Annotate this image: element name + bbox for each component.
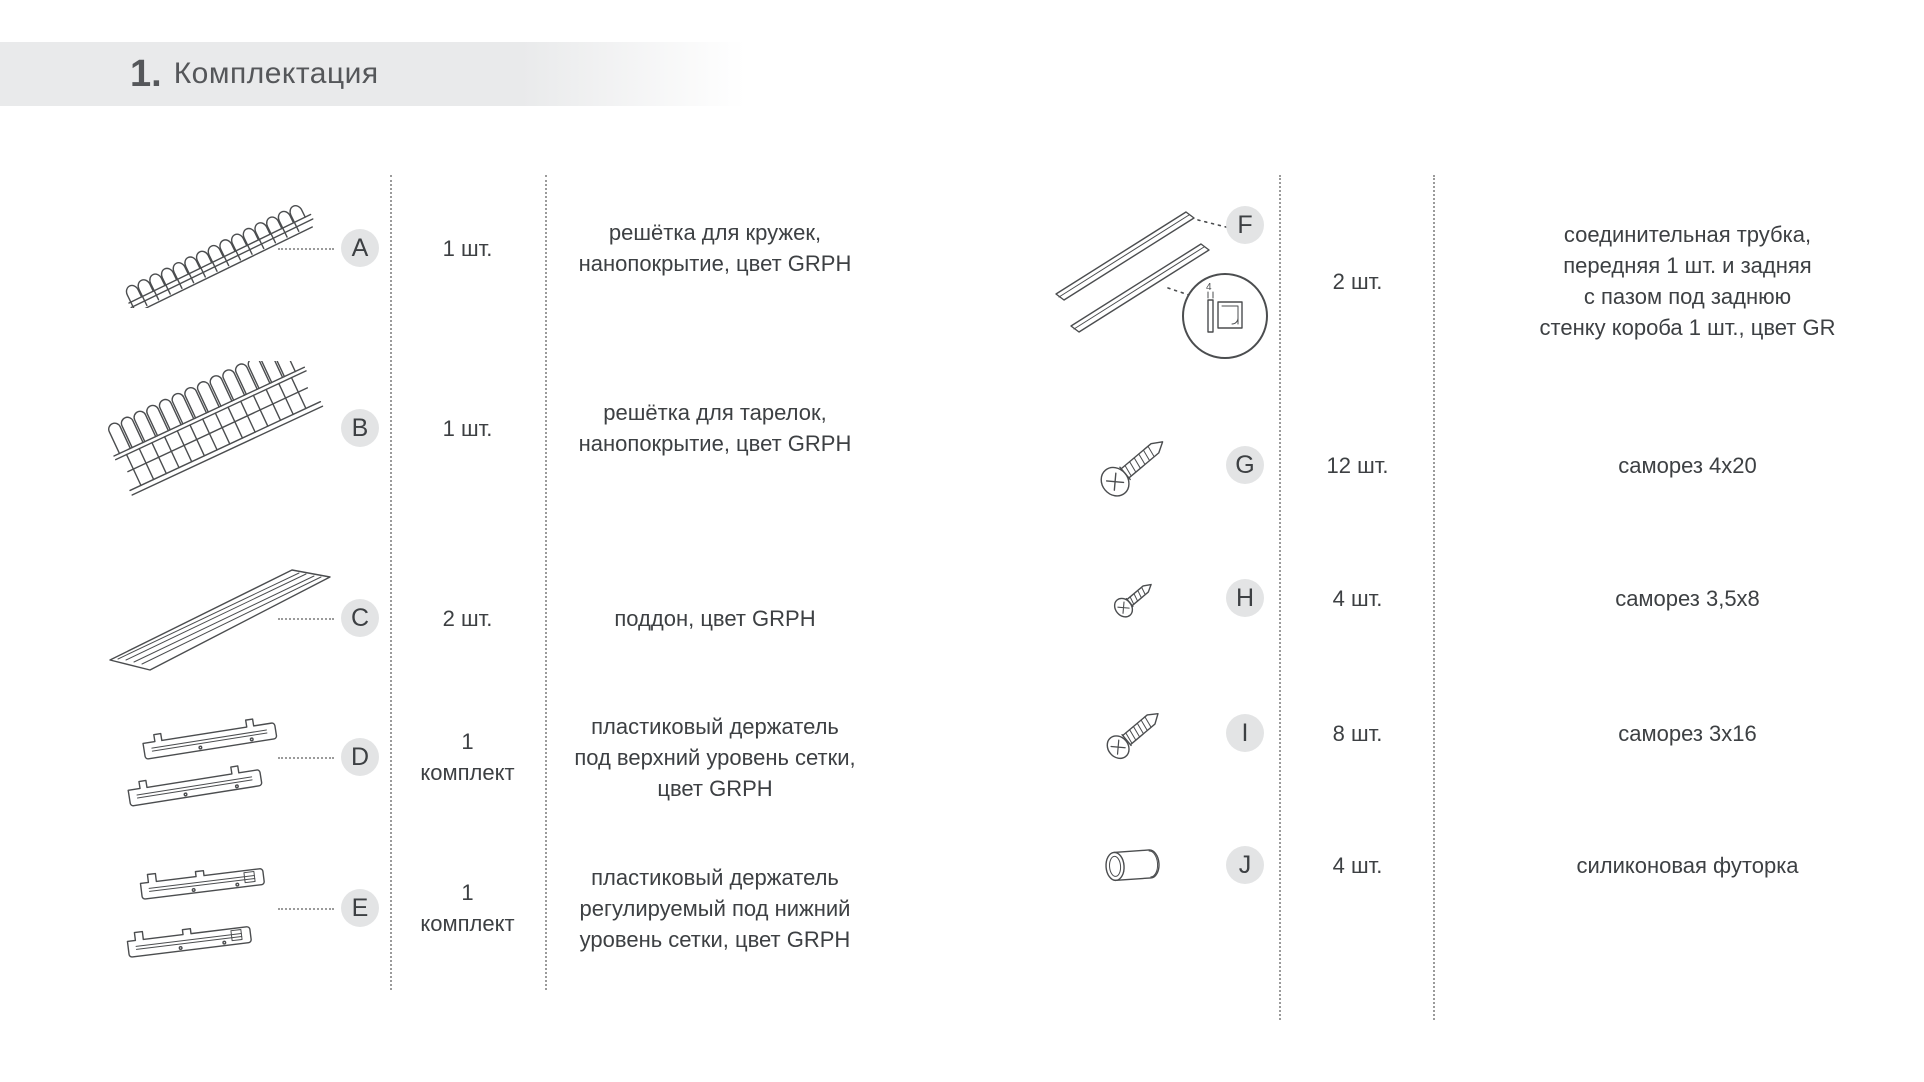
part-row-i — [1050, 673, 1924, 793]
part-description: поддон, цвет GRPH — [614, 605, 816, 631]
part-row-e — [100, 848, 870, 968]
silicone-bushing-illustration — [1050, 820, 1220, 910]
part-row-j — [1050, 820, 1924, 910]
part-quantity: 1 шт. — [442, 235, 493, 261]
part-row-h — [1050, 553, 1924, 643]
part-description: саморез 3,5x8 — [1615, 585, 1760, 611]
part-badge-b: B — [341, 409, 379, 447]
section-title: Комплектация — [173, 57, 379, 90]
section-number: 1. — [130, 52, 162, 95]
screw-small-illustration — [1050, 553, 1220, 643]
screw-large-illustration — [1050, 405, 1220, 525]
screw-medium-illustration — [1050, 673, 1220, 793]
part-quantity: 1 комплект — [420, 729, 515, 785]
part-description: пластиковый держатель регулируемый под нижний уровень сетки, цвет GRPH — [579, 864, 851, 952]
leader-line — [278, 757, 334, 759]
section-header — [0, 42, 745, 106]
part-quantity: 12 шт. — [1326, 452, 1389, 478]
part-badge-h: H — [1226, 579, 1264, 617]
part-description: соединительная трубка, передняя 1 шт. и задняя с пазом под заднюю стенку короба 1 шт., цвет GR — [1539, 222, 1836, 340]
plate-rack-illustration — [100, 358, 349, 498]
part-quantity: 8 шт. — [1332, 720, 1383, 746]
part-row-d — [100, 697, 870, 817]
part-badge-g: G — [1226, 446, 1264, 484]
leader-line — [278, 618, 334, 620]
part-description: решётка для тарелок, нанопокрытие, цвет GRPH — [578, 400, 852, 456]
part-row-c — [100, 548, 870, 688]
part-badge-j: J — [1226, 846, 1264, 884]
part-row-f — [1050, 186, 1924, 376]
part-quantity: 2 шт. — [1332, 268, 1383, 294]
part-badge-i: I — [1226, 714, 1264, 752]
part-badge-e: E — [341, 889, 379, 927]
tube-profile-dimension: 4 — [1206, 282, 1212, 293]
part-description: саморез 4x20 — [1618, 452, 1757, 478]
part-row-a — [100, 178, 870, 318]
part-quantity: 2 шт. — [442, 605, 493, 631]
leader-line — [278, 248, 334, 250]
part-description: силиконовая футорка — [1576, 852, 1799, 878]
part-description: пластиковый держатель под верхний уровень сетки, цвет GRPH — [574, 713, 856, 801]
part-row-g — [1050, 405, 1924, 525]
part-badge-f: F — [1226, 206, 1264, 244]
parts-table-right — [1050, 170, 1924, 1030]
part-quantity: 1 шт. — [442, 415, 493, 441]
leader-line — [278, 908, 334, 910]
part-badge-d: D — [341, 738, 379, 776]
part-badge-c: C — [341, 599, 379, 637]
part-row-b — [100, 358, 870, 498]
part-description: решётка для кружек, нанопокрытие, цвет GRPH — [578, 220, 852, 276]
part-quantity: 4 шт. — [1332, 585, 1383, 611]
part-quantity: 1 комплект — [420, 880, 515, 936]
part-description: саморез 3x16 — [1618, 720, 1757, 746]
part-badge-a: A — [341, 229, 379, 267]
part-quantity: 4 шт. — [1332, 852, 1383, 878]
parts-table-left — [100, 170, 870, 1010]
